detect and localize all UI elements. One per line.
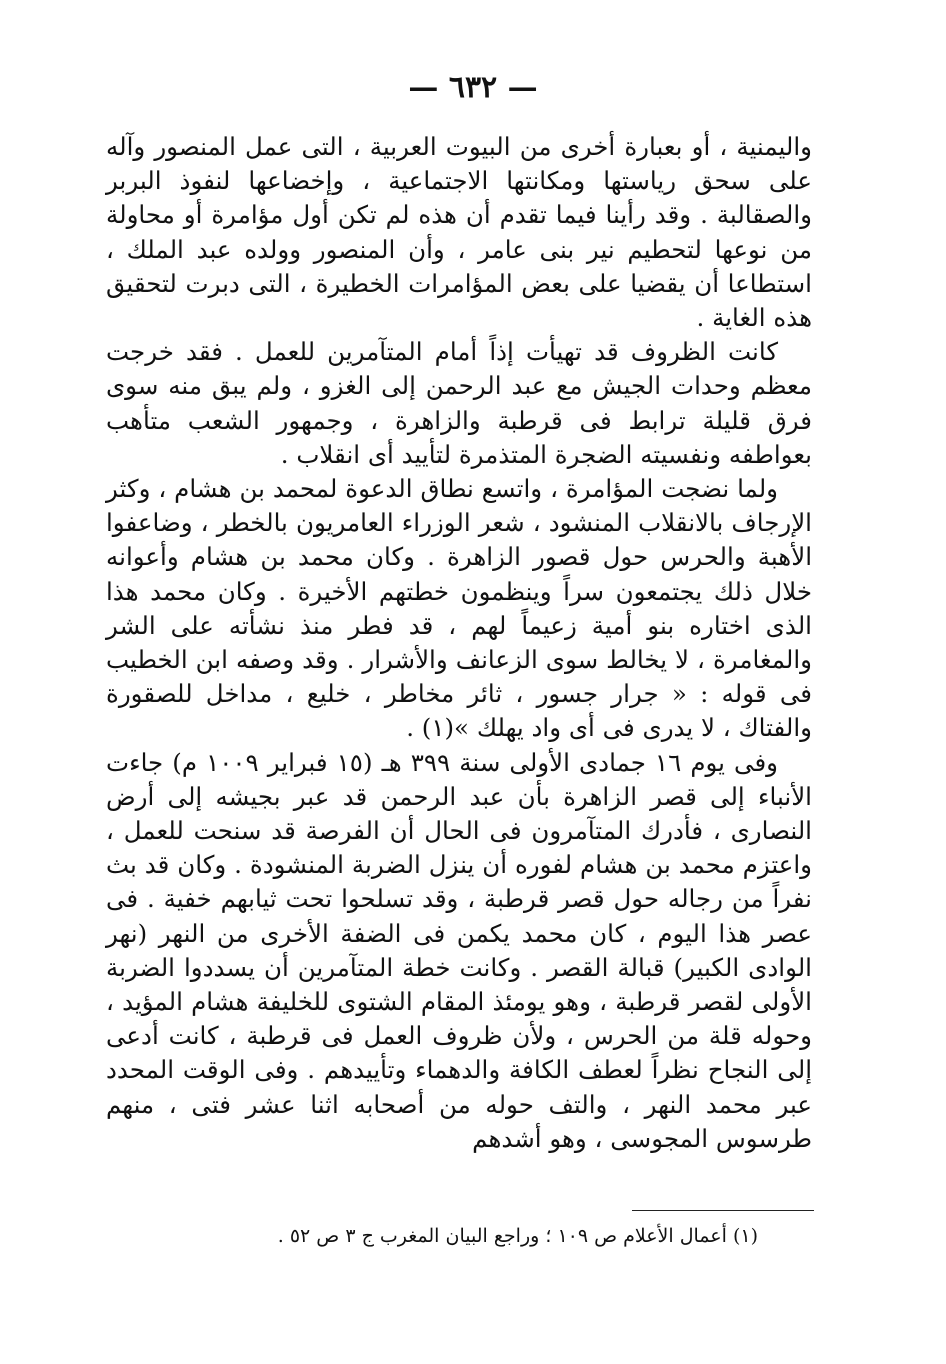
page-number: — ٦٣٢ — [408,70,538,105]
footnote: (١) أعمال الأعلام ص ١٠٩ ؛ وراجع البيان المغرب ج ٣ ص ٥٢ . [277,1225,758,1247]
paragraph-2: كانت الظروف قد تهيأت إذاً أمام المتآمرين للعمل . فقد خرجت معظم وحدات الجيش مع عبد الرحمن إلى الغزو ، ولم يبق منه سوى فرق قليلة ترابط فى قرطبة والزاهرة ، وجمهور الشعب متأهب بعواطفه ونفسيته الضجرة المتذمرة لتأييد أى انقلاب . [106,337,812,469]
footnote-divider [632,1210,814,1211]
body-text [106,130,812,1156]
paragraph-4: وفى يوم ١٦ جمادى الأولى سنة ٣٩٩ هـ (١٥ فبراير ١٠٠٩ م) جاءت الأنباء إلى قصر الزاهرة بأن عبد الرحمن قد عبر بجيشه إلى أرض النصارى ، فأدرك المتآمرون فى الحال أن الفرصة قد سنحت للعمل ، واعتزم محمد بن هشام لفوره أن ينزل الضربة المنشودة . وكان قد بث نفراً من رجاله حول قصر قرطبة ، وقد تسلحوا تحت ثيابهم خفية . فى عصر هذا اليوم ، كان محمد يكمن فى الضفة الأخرى من النهر (نهر الوادى الكبير) قبالة القصر . وكانت خطة المتآمرين أن يسددوا الضربة الأولى لقصر قرطبة ، وهو يومئذ المقام الشتوى للخليفة هشام المؤيد ، وحوله قلة من الحرس ، ولأن ظروف العمل فى قرطبة ، كانت أدعى إلى النجاح نظراً لعطف الكافة والدهماء وتأييدهم . وفى الوقت المحدد عبر محمد النهر ، والتف حوله من أصحابه اثنا عشر فتى ، منهم طرسوس المجوسى ، وهو أشدهم [106,747,812,1153]
paragraph-3: ولما نضجت المؤامرة ، واتسع نطاق الدعوة لمحمد بن هشام ، وكثر الإرجاف بالانقلاب المنشود ، شعر الوزراء العامريون بالخطر ، وضاعفوا الأهبة والحرس حول قصور الزاهرة . وكان محمد بن هشام وأعوانه خلال ذلك يجتمعون سراً وينظمون خطتهم الأخيرة . وكان محمد هذا الذى اختاره بنو أمية زعيماً لهم ، قد فطر منذ نشأته على الشر والمغامرة ، لا يخالط سوى الزعانف والأشرار . وقد وصفه ابن الخطيب فى قوله : « جرار جسور ، ثائر مخاطر ، خليع ، مداخل للصقورة والفتاك ، لا يدرى فى أى واد يهلك »(١) . [106,474,812,743]
paragraph-1: واليمنية ، أو بعبارة أخرى من البيوت العربية ، التى عمل المنصور وآله على سحق رياستها ومكانتها الاجتماعية ، وإخضاعها لنفوذ البربر والصقالبة . وقد رأينا فيما تقدم أن هذه لم تكن أول مؤامرة أو محاولة من نوعها لتحطيم نير بنى عامر ، وأن المنصور وولده عبد الملك ، استطاعا أن يقضيا على بعض المؤامرات الخطيرة ، التى دبرت لتحقيق هذه الغاية . [106,132,812,333]
